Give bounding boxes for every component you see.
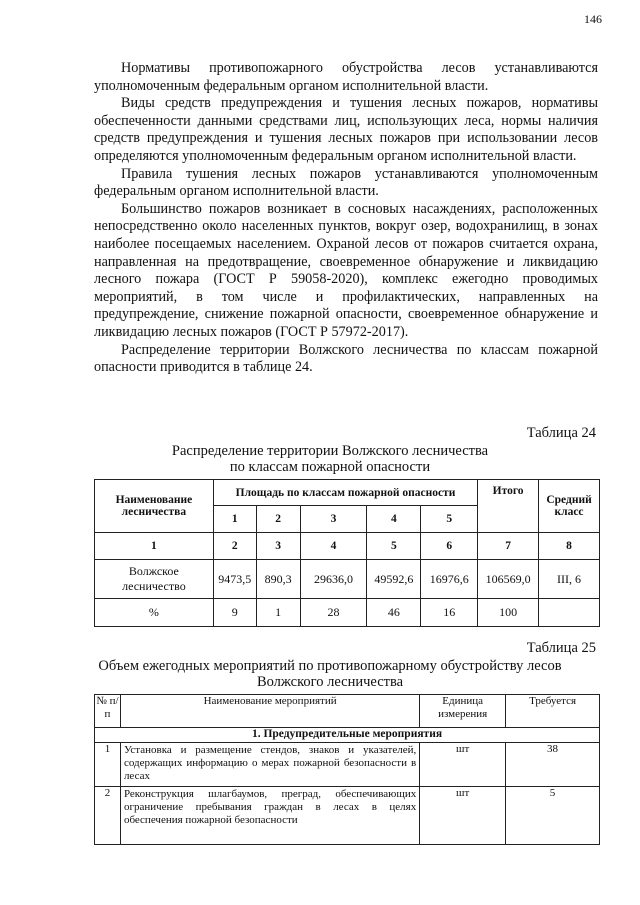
- table25-title: [60, 658, 600, 690]
- t24-colnum: 8: [539, 533, 600, 560]
- t24-class-4: 4: [367, 506, 421, 533]
- t25-header-num: № п/п: [95, 695, 121, 728]
- paragraph: Правила тушения лесных пожаров устанавливаются уполномоченным федеральным органом исполнительной власти.: [94, 165, 598, 200]
- t24-cell: 49592,6: [367, 560, 421, 599]
- t24-class-2: 2: [256, 506, 300, 533]
- table24-title: [60, 443, 600, 475]
- t24-class-1: 1: [213, 506, 256, 533]
- t25-cell-name: Реконструкция шлагбаумов, преград, обеспечивающих ограничение пребывания граждан в лесах в целях обеспечения пожарной безопасности: [120, 787, 419, 845]
- paragraph: Виды средств предупреждения и тушения лесных пожаров, нормативы обеспеченности данными средствами лиц, использующих леса, нормы наличия средств предупреждения и тушения лесных пожаров при использовании лесов определяются уполномоченным федеральным органом исполнительной власти.: [94, 95, 598, 164]
- t24-class-3: 3: [300, 506, 367, 533]
- table-row: [95, 743, 600, 787]
- table25-label: Таблица 25: [526, 640, 596, 656]
- t25-header-req: Требуется: [506, 695, 600, 728]
- t25-cell-num: 2: [95, 787, 121, 845]
- t24-cell: 9473,5: [213, 560, 256, 599]
- t24-cell: Волжское лесничество: [95, 560, 214, 599]
- t24-cell: %: [95, 599, 214, 627]
- t24-cell: 100: [478, 599, 539, 627]
- t24-cell: 106569,0: [478, 560, 539, 599]
- t24-cell: 890,3: [256, 560, 300, 599]
- t24-colnum: 5: [367, 533, 421, 560]
- t24-colnum: 7: [478, 533, 539, 560]
- t24-cell: 29636,0: [300, 560, 367, 599]
- t25-section-title: 1. Предупредительные мероприятия: [95, 728, 600, 743]
- t25-cell-unit: шт: [420, 743, 506, 787]
- t24-class-5: 5: [421, 506, 478, 533]
- t25-cell-req: 5: [506, 787, 600, 845]
- t24-cell: III, 6: [539, 560, 600, 599]
- t24-cell: [539, 599, 600, 627]
- paragraph: Большинство пожаров возникает в сосновых насаждениях, расположенных непосредственно около населенных пунктов, вокруг озер, водохранилищ, в зонах наиболее посещаемых населением. Охраной лесов от пожаров считается охрана, направленная на предотвращение, своевременное обнаружение и ликвидацию лесного пожара (ГОСТ Р 59058-2020), комплекс ежегодно проводимых мероприятий, в том числе и профилактических, направленных на предупреждение, снижение пожарной опасности, своевременное обнаружение и ликвидацию лесных пожаров (ГОСТ Р 57972-2017).: [94, 200, 598, 340]
- t24-colnum: 4: [300, 533, 367, 560]
- t24-colnum: 2: [213, 533, 256, 560]
- paragraph: Распределение территории Волжского лесничества по классам пожарной опасности приводится в таблице 24.: [94, 341, 598, 376]
- t25-cell-name: Установка и размещение стендов, знаков и указателей, содержащих информацию о мерах пожарной безопасности в лесах: [120, 743, 419, 787]
- t24-cell: 16976,6: [421, 560, 478, 599]
- t24-cell: 9: [213, 599, 256, 627]
- t24-colnum: 6: [421, 533, 478, 560]
- t25-cell-unit: шт: [420, 787, 506, 845]
- t24-cell: 1: [256, 599, 300, 627]
- page-number: 146: [584, 12, 602, 26]
- t24-cell: 16: [421, 599, 478, 627]
- table-row: [95, 560, 600, 599]
- t24-colnum: 3: [256, 533, 300, 560]
- table-row: [95, 599, 600, 627]
- table25-title-line2: Волжского лесничества: [256, 674, 404, 690]
- t24-cell: 46: [367, 599, 421, 627]
- t25-header-name: Наименование мероприятий: [120, 695, 419, 728]
- t24-header-avg: Средний класс: [539, 480, 600, 533]
- t24-header-total: Итого: [478, 480, 539, 533]
- paragraph: Нормативы противопожарного обустройства лесов устанавливаются уполномоченным федеральным органом исполнительной власти.: [94, 60, 598, 94]
- table24: [94, 479, 600, 627]
- t24-header-name: Наименование лесничества: [95, 480, 214, 533]
- table25-title-line1: Объем ежегодных мероприятий по противопожарному обустройству лесов: [98, 658, 562, 674]
- table25: [94, 694, 600, 845]
- table-row: [95, 787, 600, 845]
- t25-cell-req: 38: [506, 743, 600, 787]
- table24-label: Таблица 24: [526, 425, 596, 441]
- t25-cell-num: 1: [95, 743, 121, 787]
- table24-title-line1: Распределение территории Волжского лесничества: [171, 443, 489, 459]
- t25-header-unit: Единица измерения: [420, 695, 506, 728]
- body-text: [94, 60, 598, 377]
- t24-header-area: Площадь по классам пожарной опасности: [213, 480, 477, 506]
- t24-colnum: 1: [95, 533, 214, 560]
- table24-title-line2: по классам пожарной опасности: [229, 459, 431, 475]
- t24-cell: 28: [300, 599, 367, 627]
